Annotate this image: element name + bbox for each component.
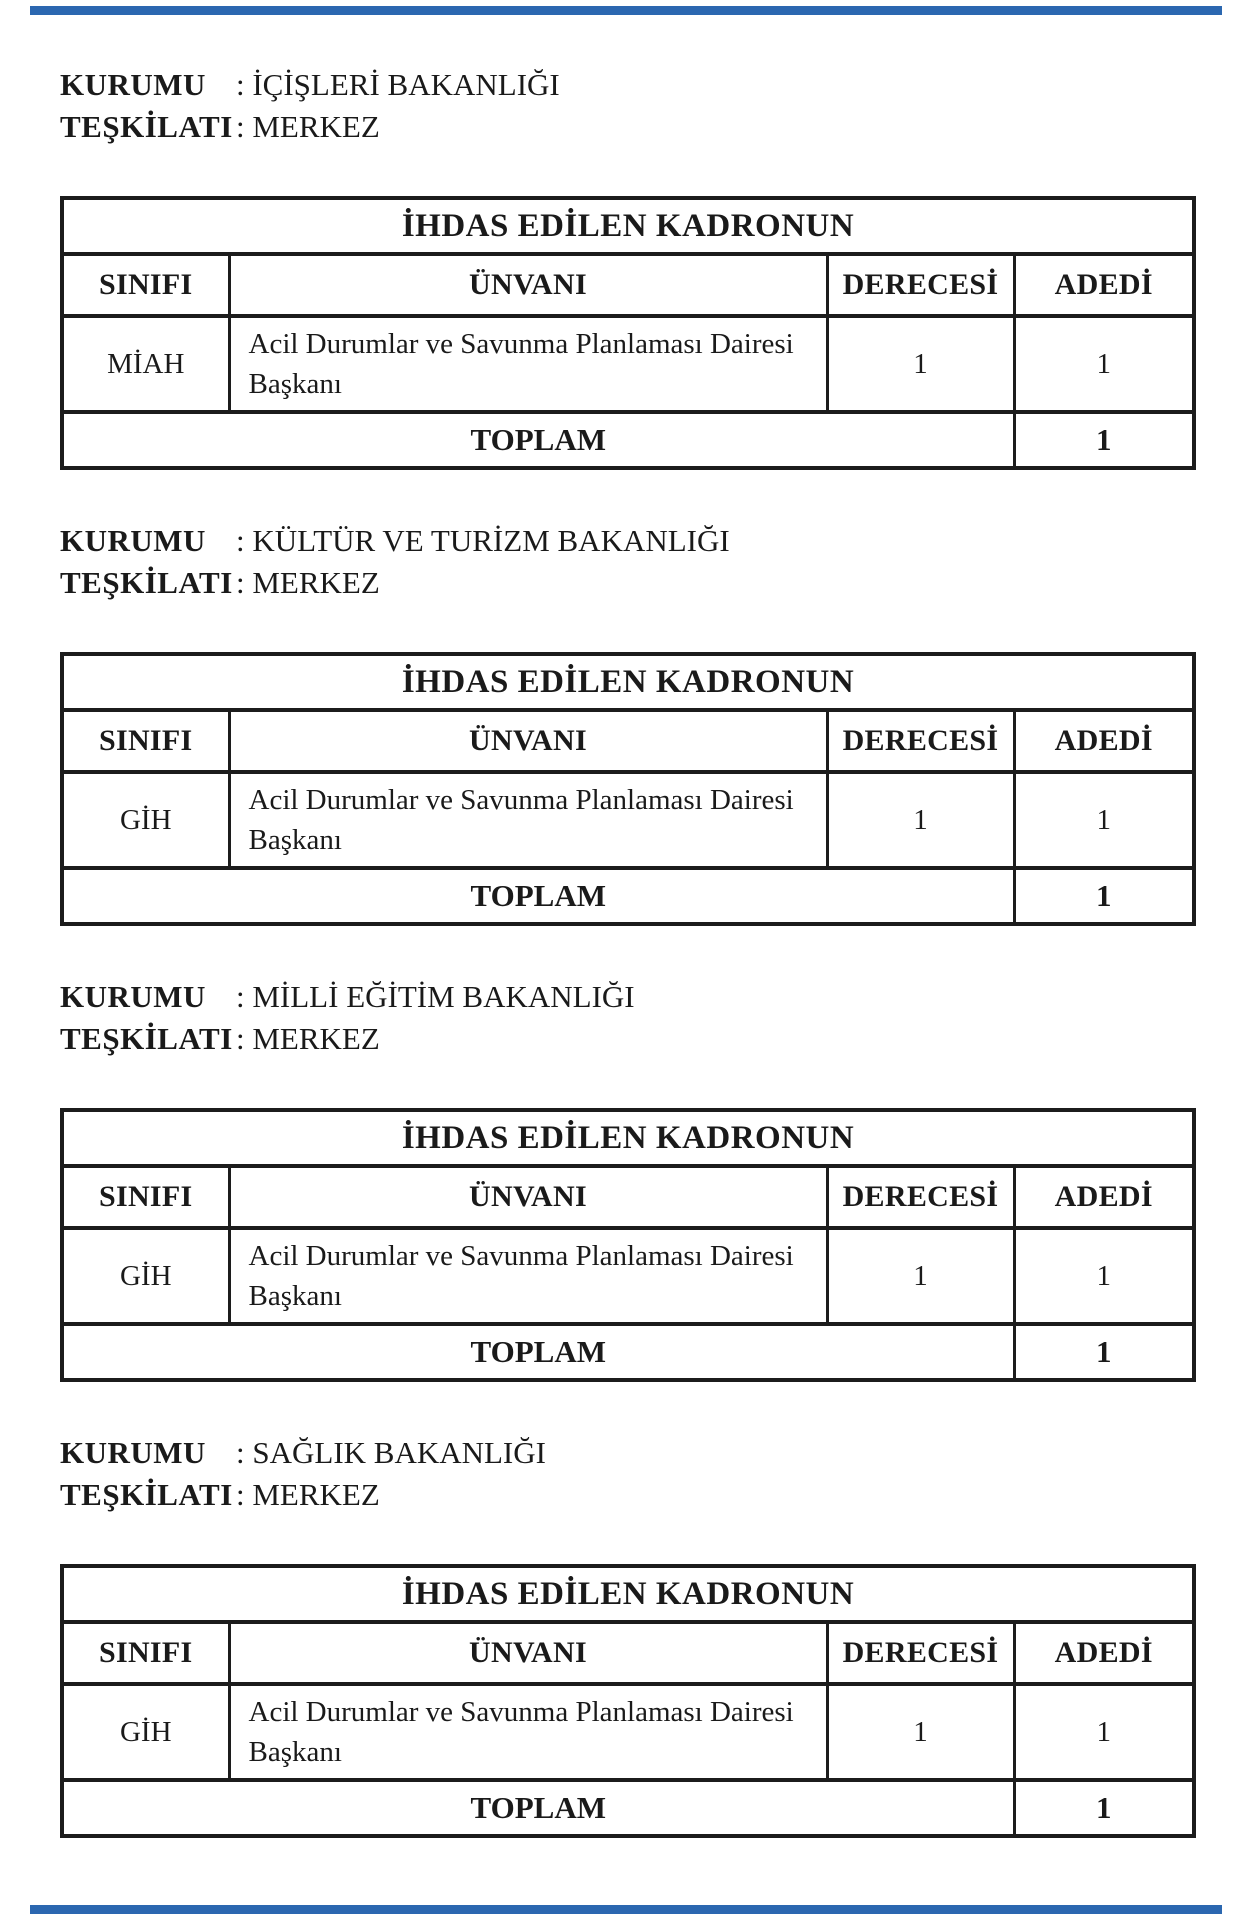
toplam-value: 1 xyxy=(1014,1324,1194,1380)
col-header-unvani: ÜNVANI xyxy=(229,1622,827,1684)
page-top-rule xyxy=(30,6,1222,15)
teskilati-label: TEŞKİLATI xyxy=(60,1021,233,1056)
kurumu-line xyxy=(60,976,1192,1018)
teskilati-label: TEŞKİLATI xyxy=(60,109,233,144)
table-row xyxy=(62,1684,1194,1780)
cell-adedi: 1 xyxy=(1014,316,1194,412)
table-row xyxy=(62,772,1194,868)
ministry-section-saglik xyxy=(60,1432,1192,1838)
page-bottom-rule xyxy=(30,1905,1222,1914)
col-header-derecesi: DERECESİ xyxy=(827,710,1014,772)
ministry-section-kultur-turizm xyxy=(60,520,1192,926)
col-header-sinifi: SINIFI xyxy=(62,254,229,316)
kurumu-line xyxy=(60,1432,1192,1474)
col-header-unvani: ÜNVANI xyxy=(229,1166,827,1228)
toplam-label: TOPLAM xyxy=(62,1324,1014,1380)
section-header xyxy=(60,976,1192,1060)
kadro-table xyxy=(60,652,1196,926)
cell-adedi: 1 xyxy=(1014,772,1194,868)
table-title: İHDAS EDİLEN KADRONUN xyxy=(62,198,1194,254)
total-row xyxy=(62,1324,1194,1380)
teskilati-line xyxy=(60,1474,1192,1516)
teskilati-line xyxy=(60,1018,1192,1060)
kurumu-label: KURUMU xyxy=(60,67,206,102)
col-header-sinifi: SINIFI xyxy=(62,1622,229,1684)
toplam-label: TOPLAM xyxy=(62,868,1014,924)
cell-sinifi: GİH xyxy=(62,772,229,868)
cell-derecesi: 1 xyxy=(827,772,1014,868)
total-row xyxy=(62,1780,1194,1836)
table-row xyxy=(62,1228,1194,1324)
total-row xyxy=(62,868,1194,924)
toplam-value: 1 xyxy=(1014,868,1194,924)
kurumu-label: KURUMU xyxy=(60,979,206,1014)
col-header-unvani: ÜNVANI xyxy=(229,254,827,316)
cell-derecesi: 1 xyxy=(827,316,1014,412)
teskilati-label: TEŞKİLATI xyxy=(60,1477,233,1512)
cell-unvani: Acil Durumlar ve Savunma Planlaması Dairesi Başkanı xyxy=(248,328,794,400)
teskilati-value: : MERKEZ xyxy=(236,565,380,600)
cell-unvani: Acil Durumlar ve Savunma Planlaması Dairesi Başkanı xyxy=(248,1696,794,1768)
kadro-table xyxy=(60,1564,1196,1838)
col-header-sinifi: SINIFI xyxy=(62,710,229,772)
cell-derecesi: 1 xyxy=(827,1228,1014,1324)
section-header xyxy=(60,1432,1192,1516)
kurumu-value: : İÇİŞLERİ BAKANLIĞI xyxy=(236,67,560,102)
kurumu-value: : KÜLTÜR VE TURİZM BAKANLIĞI xyxy=(236,523,730,558)
teskilati-value: : MERKEZ xyxy=(236,1021,380,1056)
kurumu-label: KURUMU xyxy=(60,523,206,558)
col-header-adedi: ADEDİ xyxy=(1014,1166,1194,1228)
kurumu-value: : MİLLİ EĞİTİM BAKANLIĞI xyxy=(236,979,635,1014)
table-title: İHDAS EDİLEN KADRONUN xyxy=(62,1110,1194,1166)
cell-sinifi: GİH xyxy=(62,1228,229,1324)
toplam-value: 1 xyxy=(1014,1780,1194,1836)
cell-sinifi: GİH xyxy=(62,1684,229,1780)
table-row xyxy=(62,316,1194,412)
kadro-table xyxy=(60,196,1196,470)
col-header-sinifi: SINIFI xyxy=(62,1166,229,1228)
cell-unvani: Acil Durumlar ve Savunma Planlaması Dairesi Başkanı xyxy=(248,784,794,856)
col-header-adedi: ADEDİ xyxy=(1014,1622,1194,1684)
ministry-section-icisleri xyxy=(60,64,1192,470)
kurumu-label: KURUMU xyxy=(60,1435,206,1470)
col-header-derecesi: DERECESİ xyxy=(827,254,1014,316)
col-header-adedi: ADEDİ xyxy=(1014,710,1194,772)
kurumu-line xyxy=(60,64,1192,106)
col-header-derecesi: DERECESİ xyxy=(827,1166,1014,1228)
cell-adedi: 1 xyxy=(1014,1684,1194,1780)
toplam-label: TOPLAM xyxy=(62,1780,1014,1836)
col-header-unvani: ÜNVANI xyxy=(229,710,827,772)
cell-unvani: Acil Durumlar ve Savunma Planlaması Dairesi Başkanı xyxy=(248,1240,794,1312)
col-header-adedi: ADEDİ xyxy=(1014,254,1194,316)
kurumu-value: : SAĞLIK BAKANLIĞI xyxy=(236,1435,546,1470)
teskilati-line xyxy=(60,106,1192,148)
table-title: İHDAS EDİLEN KADRONUN xyxy=(62,654,1194,710)
teskilati-label: TEŞKİLATI xyxy=(60,565,233,600)
kurumu-line xyxy=(60,520,1192,562)
cell-sinifi: MİAH xyxy=(62,316,229,412)
kadro-table xyxy=(60,1108,1196,1382)
table-title: İHDAS EDİLEN KADRONUN xyxy=(62,1566,1194,1622)
ministry-section-milli-egitim xyxy=(60,976,1192,1382)
cell-adedi: 1 xyxy=(1014,1228,1194,1324)
section-header xyxy=(60,64,1192,148)
toplam-label: TOPLAM xyxy=(62,412,1014,468)
col-header-derecesi: DERECESİ xyxy=(827,1622,1014,1684)
teskilati-line xyxy=(60,562,1192,604)
toplam-value: 1 xyxy=(1014,412,1194,468)
cell-derecesi: 1 xyxy=(827,1684,1014,1780)
teskilati-value: : MERKEZ xyxy=(236,109,380,144)
total-row xyxy=(62,412,1194,468)
section-header xyxy=(60,520,1192,604)
teskilati-value: : MERKEZ xyxy=(236,1477,380,1512)
